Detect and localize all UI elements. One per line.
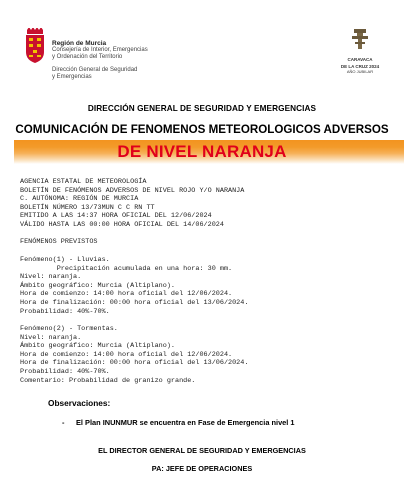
phenomenon-1-level: Nivel: naranja. — [20, 273, 82, 282]
org-title: Región de Murcia — [52, 40, 107, 47]
region-murcia-coat-of-arms-icon — [24, 28, 46, 73]
observations-label: Observaciones: — [48, 398, 111, 408]
caravaca-line-2: DE LA CRUZ 2024 — [340, 64, 380, 69]
org-subtitle-line-1: Consejería de Interior, Emergencias — [52, 47, 148, 53]
document-title: COMUNICACIÓN DE FENOMENOS METEOROLOGICOS ADVERSOS — [15, 123, 389, 136]
org-subtitle-line-2: y Ordenación del Territorio — [52, 54, 123, 60]
caravaca-cross-icon — [350, 28, 370, 50]
caravaca-line-1: CARAVACA — [347, 57, 373, 62]
phenomenon-1-start: Hora de comienzo: 14:00 hora oficial del 12/06/2024. — [20, 290, 233, 299]
bulletin-valid-until: VÁLIDO HASTA LAS 00:00 HORA OFICIAL DEL 14/06/2024 — [20, 221, 224, 229]
directorate-heading: DIRECCIÓN GENERAL DE SEGURIDAD Y EMERGENCIAS — [87, 104, 317, 113]
phenomenon-2-probability: Probabilidad: 40%-70%. — [20, 368, 110, 376]
org-department-line-1: Dirección General de Seguridad — [52, 67, 138, 73]
letterhead — [0, 0, 404, 100]
phenomenon-2-title: Fenómeno(2) - Tormentas. — [20, 325, 118, 333]
phenomenon-2-level: Nivel: naranja. — [20, 333, 82, 342]
forecast-heading: FENÓMENOS PREVISTOS — [20, 238, 98, 246]
bullet-dash: - — [62, 418, 65, 427]
caravaca-line-3: AÑO JUBILAR — [346, 69, 374, 74]
phenomenon-1-probability: Probabilidad: 40%-70%. — [20, 307, 110, 316]
phenomenon-2-area: Ámbito geográfico: Murcia (Altiplano). — [20, 342, 175, 351]
caravaca-jubilee-logo — [340, 28, 380, 74]
observation-text: El Plan INUNMUR se encuentra en Fase de Emergencia nivel 1 — [76, 418, 295, 427]
signer-title: EL DIRECTOR GENERAL DE SEGURIDAD Y EMERGENCIAS — [98, 446, 306, 455]
phenomenon-2-end: Hora de finalización: 00:00 hora oficial del 13/06/2024. — [20, 359, 249, 368]
bulletin-type: BOLETÍN DE FENÓMENOS ADVERSOS DE NIVEL ROJO Y/O NARANJA — [20, 186, 245, 195]
phenomenon-1-detail: Precipitación acumulada en una hora: 30 mm. — [20, 264, 233, 273]
organization-block — [52, 40, 148, 81]
phenomenon-2-comment: Comentario: Probabilidad de granizo grande. — [20, 376, 196, 385]
phenomenon-1-area: Ámbito geográfico: Murcia (Altiplano). — [20, 281, 175, 290]
org-department-line-2: y Emergencias — [52, 74, 92, 80]
signer-role: PA: JEFE DE OPERACIONES — [151, 464, 253, 473]
bulletin-number: BOLETÍN NÚMERO 13/73MUN C C RN TT — [20, 203, 155, 212]
phenomenon-1-end: Hora de finalización: 00:00 hora oficial del 13/06/2024. — [20, 299, 249, 307]
phenomenon-2-start: Hora de comienzo: 14:00 hora oficial del 12/06/2024. — [20, 350, 233, 359]
phenomenon-1-title: Fenómeno(1) - Lluvias. — [20, 256, 110, 264]
bulletin-region: C. AUTÓNOMA: REGIÓN DE MURCIA — [20, 195, 139, 204]
observation-item — [62, 418, 295, 427]
alert-level-text: DE NIVEL NARANJA — [117, 142, 287, 161]
bulletin-issued: EMITIDO A LAS 14:37 HORA OFICIAL DEL 12/06/2024 — [20, 212, 212, 221]
bulletin-agency: AGENCIA ESTATAL DE METEOROLOGÍA — [20, 178, 147, 186]
